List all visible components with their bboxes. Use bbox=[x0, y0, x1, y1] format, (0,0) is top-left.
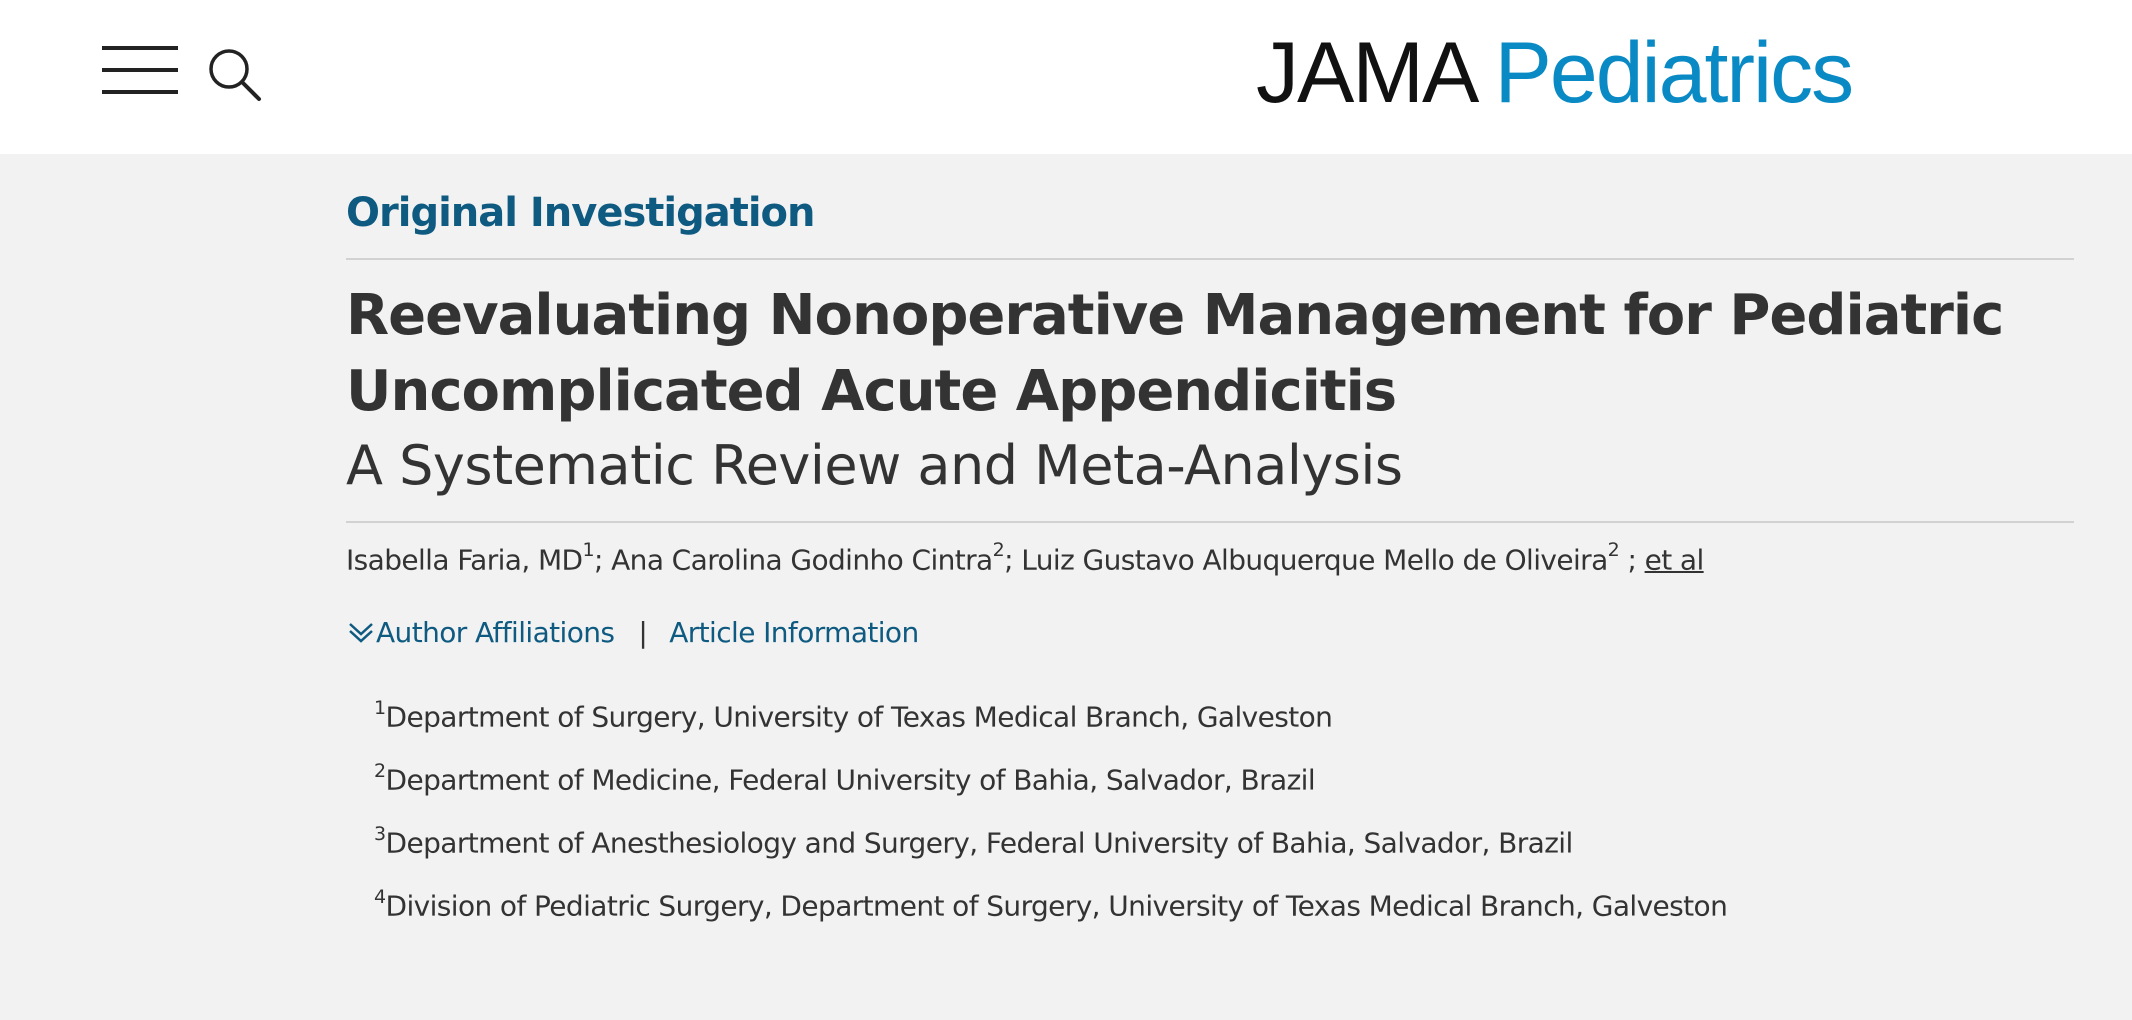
logo-jama: JAMA bbox=[1256, 25, 1473, 121]
affiliation-number: 4 bbox=[374, 886, 386, 908]
author-affiliations-toggle[interactable] bbox=[346, 616, 614, 649]
logo-pediatrics: Pediatrics bbox=[1494, 25, 1853, 121]
article-info-tabs bbox=[346, 616, 919, 649]
author-affiliations-label: Author Affiliations bbox=[376, 616, 615, 649]
affiliation-text: Division of Pediatric Surgery, Department of Surgery, University of Texas Medical Branch, Galveston bbox=[385, 889, 1728, 923]
affiliation-number: 2 bbox=[374, 760, 386, 782]
author-name[interactable]: Ana Carolina Godinho Cintra bbox=[611, 543, 993, 577]
article-type-label: Original Investigation bbox=[346, 190, 815, 236]
hamburger-menu-icon[interactable] bbox=[102, 44, 180, 98]
affiliation-text: Department of Anesthesiology and Surgery, Federal University of Bahia, Salvador, Brazil bbox=[385, 826, 1573, 860]
affiliation-text: Department of Surgery, University of Texas Medical Branch, Galveston bbox=[385, 700, 1333, 734]
affiliations-list bbox=[374, 688, 1727, 940]
article-information-link[interactable]: Article Information bbox=[669, 616, 919, 649]
tab-separator: | bbox=[638, 616, 648, 649]
author-name[interactable]: Luiz Gustavo Albuquerque Mello de Oliveira bbox=[1021, 543, 1608, 577]
affiliation-text: Department of Medicine, Federal University of Bahia, Salvador, Brazil bbox=[385, 763, 1316, 797]
article-title: Reevaluating Nonoperative Management for Pediatric Uncomplicated Acute Appendicitis bbox=[346, 283, 2004, 424]
affiliation-number: 3 bbox=[374, 823, 386, 845]
author-affiliation-sup: 2 bbox=[992, 539, 1005, 561]
affiliation-item bbox=[374, 877, 1727, 940]
author-affiliation-sup: 2 bbox=[1607, 539, 1620, 561]
affiliation-item bbox=[374, 688, 1727, 751]
author-list: Isabella Faria, $MD^1$; Ana Carolina Godinho Cintra$^2$; Luiz Gustavo Albuquerque Mello de Oliveira$^2$ ; et al bbox=[346, 539, 1704, 577]
affiliation-number: 1 bbox=[374, 697, 386, 719]
search-icon[interactable] bbox=[204, 44, 264, 104]
journal-logo[interactable] bbox=[1256, 25, 1853, 121]
site-header bbox=[0, 0, 2132, 154]
affiliation-item bbox=[374, 814, 1727, 877]
divider bbox=[346, 521, 2074, 523]
double-chevron-down-icon bbox=[346, 620, 376, 644]
divider bbox=[346, 258, 2074, 260]
article-subtitle: A Systematic Review and Meta-Analysis bbox=[346, 434, 1403, 497]
author-name[interactable]: Isabella Faria, MD bbox=[346, 543, 583, 577]
author-affiliation-sup: 1 bbox=[582, 539, 594, 561]
et-al-link[interactable]: et al bbox=[1644, 543, 1704, 577]
affiliation-item bbox=[374, 751, 1727, 814]
